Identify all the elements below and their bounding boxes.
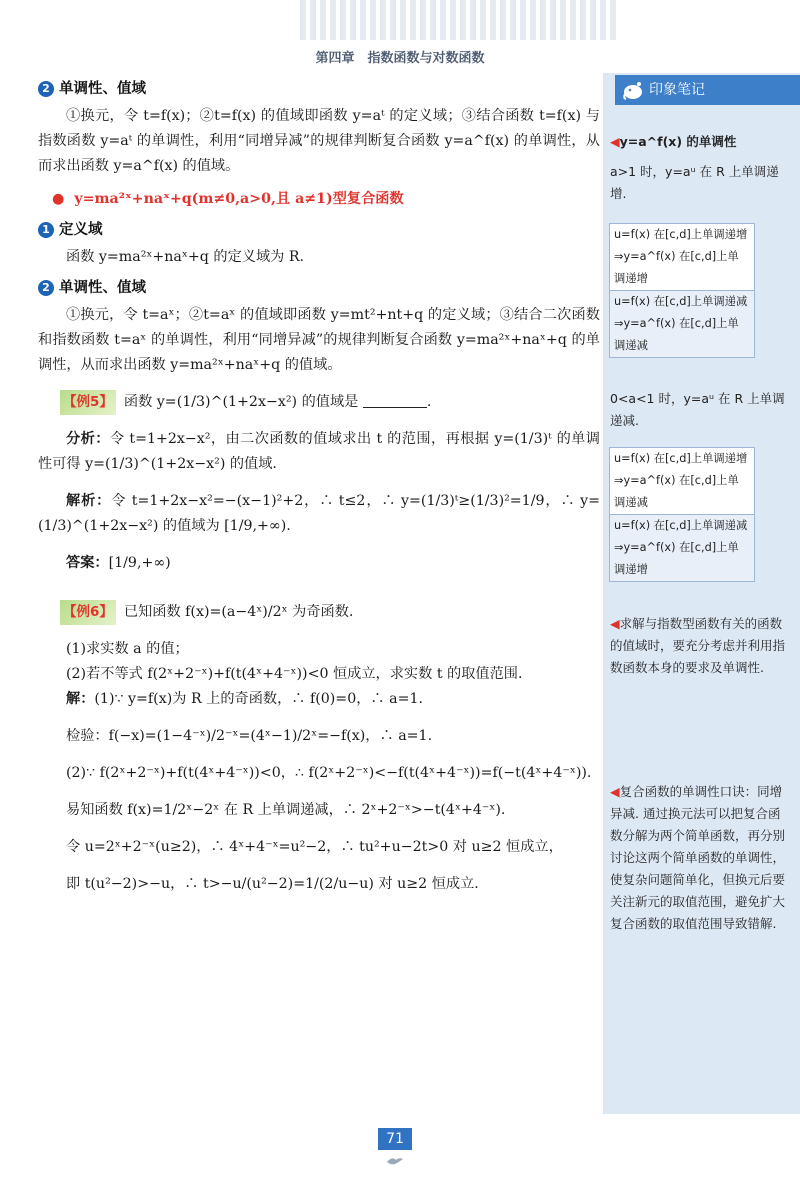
header-decoration [300, 0, 620, 40]
rule-cell: u=f(x) 在[c,d]上单调递减⇒y=a^f(x) 在[c,d]上单调递增 [610, 515, 754, 581]
solution-step: (2)∵ f(2ˣ+2⁻ˣ)+f(t(4ˣ+4⁻ˣ))<0，∴ f(2ˣ+2⁻ˣ)<−f(t(4ˣ+4⁻ˣ))=f(−t(4ˣ+4⁻ˣ)). [66, 765, 592, 781]
example-question [38, 600, 600, 625]
analysis-label: 分析： [66, 431, 110, 447]
paragraph: ①换元，令 t=f(x)；②t=f(x) 的值域即函数 y=aᵗ 的定义域；③结合函数 t=f(x) 与指数函数 y=aᵗ 的单调性，利用“同增异减”的规律判断复合函数 y=a^f(x) 的单调性，从而求出函数 y=a^f(x) 的值域。 [38, 108, 600, 174]
answer [38, 551, 600, 576]
triangle-icon: ◀ [610, 784, 620, 799]
example-tag: 【例6】 [60, 600, 116, 625]
sidebar-note: a>1 时，y=aᵘ 在 R 上单调递增. [610, 164, 779, 201]
step-text: (1)∵ y=f(x)为 R 上的奇函数，∴ f(0)=0，∴ a=1. [94, 691, 423, 707]
section-title: 单调性、值域 [59, 280, 146, 296]
type-heading [52, 187, 600, 212]
answer-label: 答案： [66, 555, 109, 571]
number-badge: 2 [38, 280, 54, 296]
solution-step: 令 u=2ˣ+2⁻ˣ(u≥2)，∴ 4ˣ+4⁻ˣ=u²−2，∴ tu²+u−2t>0 对 u≥2 恒成立， [66, 839, 563, 855]
analysis [38, 427, 600, 477]
question-text: 已知函数 f(x)=(a−4ˣ)/2ˣ 为奇函数. [123, 604, 354, 620]
analysis-text: 令 t=1+2x−x²，由二次函数的值域求出 t 的范围，再根据 y=(1/3)ᵗ 的单调性可得 y=(1/3)^(1+2x−x²) 的值域. [38, 431, 600, 472]
type-heading-text: y=ma²ˣ+naˣ+q(m≠0,a>0,且 a≠1)型复合函数 [74, 191, 404, 207]
section-heading [38, 77, 600, 102]
solution-step [38, 687, 600, 712]
triangle-icon: ◀ [610, 616, 620, 631]
section-heading [38, 218, 600, 243]
sub-question: (2)若不等式 f(2ˣ+2⁻ˣ)+f(t(4ˣ+4⁻ˣ))<0 恒成立，求实数 t 的取值范围. [66, 666, 523, 682]
solution-label: 解析： [66, 493, 112, 509]
number-badge: 1 [38, 222, 54, 238]
solution-step: 易知函数 f(x)=1/2ˣ−2ˣ 在 R 上单调递减，∴ 2ˣ+2⁻ˣ>−t(4ˣ+4⁻ˣ). [66, 802, 506, 818]
sidebar-note: 0<a<1 时，y=aᵘ 在 R 上单调递减. [610, 391, 785, 428]
number-badge: 2 [38, 81, 54, 97]
rule-cell: u=f(x) 在[c,d]上单调递增⇒y=a^f(x) 在[c,d]上单调递减 [610, 448, 754, 515]
solution-step: 即 t(u²−2)>−u，∴ t>−u/(u²−2)=1/(2/u−u) 对 u≥2 恒成立. [66, 876, 479, 892]
section-heading [38, 276, 600, 301]
sidebar-note [610, 781, 792, 935]
section-title: 定义域 [59, 222, 103, 238]
sidebar-note [610, 131, 792, 153]
main-content [38, 75, 600, 897]
example-tag: 【例5】 [60, 390, 116, 415]
section-title: 单调性、值域 [59, 81, 146, 97]
example-question: 【例5】 函数 y=(1/3)^(1+2x−x²) 的值域是 . [38, 390, 600, 415]
rule-box [609, 447, 755, 582]
answer-blank [363, 393, 427, 408]
solve-label: 解： [66, 691, 95, 707]
sidebar-header [615, 75, 800, 105]
solution-text: 令 t=1+2x−x²=−(x−1)²+2，∴ t≤2，∴ y=(1/3)ᵗ≥(1/3)²=1/9，∴ y=(1/3)^(1+2x−x²) 的值域为 [1/9,+∞). [38, 493, 600, 534]
question-text: 函数 y=(1/3)^(1+2x−x²) 的值域是 [123, 394, 359, 410]
solution [38, 489, 600, 539]
sub-question: (1)求实数 a 的值； [66, 641, 189, 657]
chapter-title: 第四章 指数函数与对数函数 [315, 51, 485, 66]
triangle-icon: ◀ [610, 134, 620, 149]
note-title: y=a^f(x) 的单调性 [619, 134, 737, 149]
solution-step: 检验：f(−x)=(1−4⁻ˣ)/2⁻ˣ=(4ˣ−1)/2ˣ=−f(x)，∴ a=1. [66, 728, 433, 744]
sidebar-note [610, 613, 792, 679]
note-text: 复合函数的单调性口诀：同增异减. 通过换元法可以把复合函数分解为两个简单函数，再分别讨论这两个简单函数的单调性，使复杂问题简单化，但换元后要关注新元的取值范围，避免扩大复合函数的取值范围导致错解. [610, 784, 786, 931]
sidebar-title: 印象笔记 [649, 82, 705, 98]
bird-icon [386, 1154, 404, 1166]
paragraph: 函数 y=ma²ˣ+naˣ+q 的定义域为 R. [66, 249, 305, 265]
elephant-icon [621, 78, 645, 102]
answer-text: [1/9,+∞) [108, 555, 171, 571]
rule-cell: u=f(x) 在[c,d]上单调递减⇒y=a^f(x) 在[c,d]上单调递减 [610, 291, 754, 357]
paragraph: ①换元，令 t=aˣ；②t=aˣ 的值域即函数 y=mt²+nt+q 的定义域；③结合二次函数和指数函数 t=aˣ 的单调性，利用“同增异减”的规律判断复合函数 y=ma²ˣ+naˣ+q 的单调性，从而求出函数 y=ma²ˣ+naˣ+q 的值域。 [38, 307, 600, 373]
note-text: 求解与指数型函数有关的函数的值域时，要充分考虑并利用指数函数本身的要求及单调性. [610, 616, 786, 675]
sidebar [603, 73, 800, 1114]
rule-box [609, 223, 755, 358]
bullet-icon: ● [52, 191, 65, 207]
page-number: 71 [378, 1128, 412, 1150]
rule-cell: u=f(x) 在[c,d]上单调递增⇒y=a^f(x) 在[c,d]上单调递增 [610, 224, 754, 291]
